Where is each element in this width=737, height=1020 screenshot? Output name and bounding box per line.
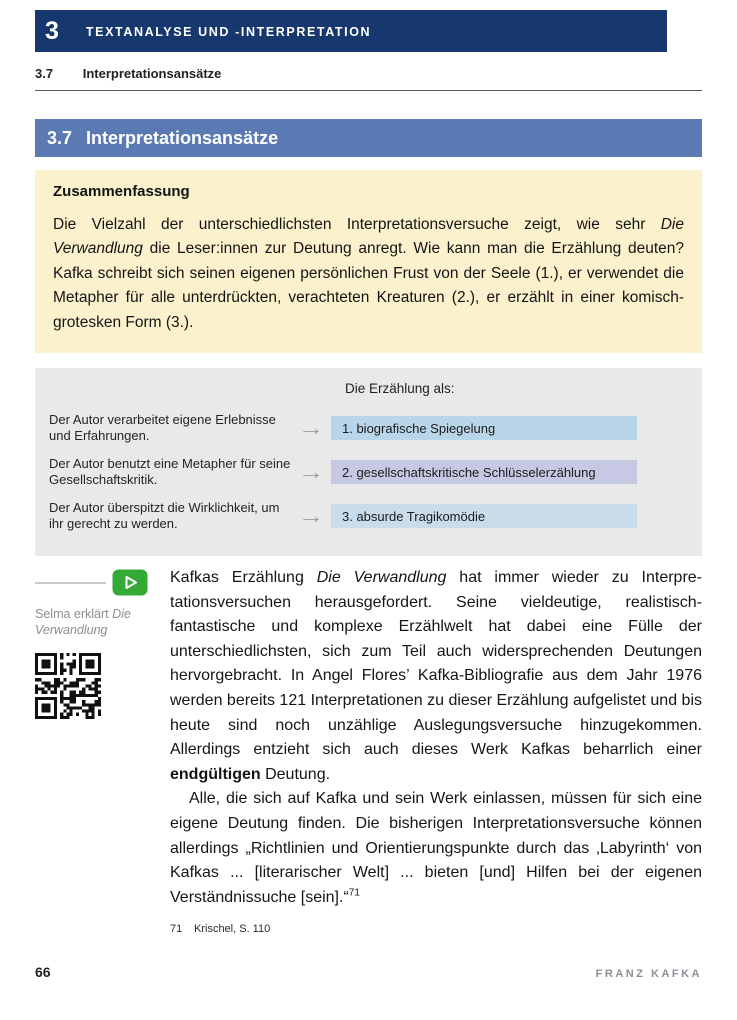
paragraph-1 xyxy=(170,566,702,787)
content-area xyxy=(35,566,702,935)
footnote-number: 71 xyxy=(170,923,183,936)
text-segment-italic: Die Verwandlung xyxy=(53,216,684,258)
chapter-number: 3 xyxy=(45,16,59,45)
text-segment-bold: endgültigen xyxy=(170,765,261,783)
header-divider-rule xyxy=(35,90,702,91)
diagram-row xyxy=(49,412,688,444)
section-title: Interpretationsansätze xyxy=(86,127,279,148)
diagram-description: Der Autor verarbeitet eigene Erlebnisse und Erfahrungen. xyxy=(49,412,276,443)
paragraph-2 xyxy=(170,787,702,910)
breadcrumb xyxy=(35,66,221,81)
diagram-description: Der Autor benutzt eine Metapher für seine Gesellschaftskritik. xyxy=(49,456,291,487)
text-segment: Selma erklärt xyxy=(35,607,113,621)
page-footer xyxy=(35,964,702,980)
breadcrumb-label: Interpretationsansätze xyxy=(82,66,222,81)
diagram-row xyxy=(49,456,688,488)
interpretation-diagram xyxy=(35,368,702,556)
video-play-icon xyxy=(112,569,148,596)
diagram-description: Der Autor überspitzt die Wirklichkeit, um ihr gerecht zu werden. xyxy=(49,500,280,531)
section-number: 3.7 xyxy=(47,127,73,148)
footnote xyxy=(170,923,702,935)
running-book-title: FRANZ KAFKA xyxy=(595,968,702,980)
diagram-row xyxy=(49,500,688,532)
breadcrumb-number: 3.7 xyxy=(35,66,54,81)
video-rule xyxy=(35,582,106,584)
article-text xyxy=(170,566,702,935)
footnote-text: Krischel, S. 110 xyxy=(194,923,271,936)
margin-column xyxy=(35,566,170,935)
chapter-title: TEXTANALYSE UND -INTERPRETATION xyxy=(85,25,372,39)
video-widget xyxy=(35,569,148,596)
arrow-right-icon: → xyxy=(297,416,325,440)
diagram-label-chip: 2. gesellschaftskritische Schlüsselerzählung xyxy=(331,460,637,484)
text-segment-italic: Die Verwandlung xyxy=(316,569,447,586)
section-title-bar xyxy=(35,119,702,157)
summary-heading: Zusammenfassung xyxy=(53,183,190,200)
diagram-rows xyxy=(49,412,688,532)
qr-code xyxy=(35,653,101,719)
diagram-title: Die Erzählung als: xyxy=(345,381,455,396)
arrow-right-icon: → xyxy=(297,504,325,528)
summary-text xyxy=(53,213,684,335)
text-segment: Kafkas Erzählung xyxy=(170,569,317,586)
text-segment: Die Vielzahl der unterschiedlichsten Interpretationsversuche zeigt, wie sehr xyxy=(53,216,661,233)
chapter-header-bar xyxy=(35,10,667,52)
video-caption xyxy=(35,607,147,638)
diagram-label-chip: 3. absurde Tragikomödie xyxy=(331,504,637,528)
summary-box xyxy=(35,170,702,353)
text-segment-italic: Die Verwandlung xyxy=(35,607,131,637)
arrow-right-icon: → xyxy=(297,460,325,484)
text-segment: Deutung. xyxy=(260,765,331,783)
footnote-ref: 71 xyxy=(348,887,360,899)
text-segment: die Leser:innen zur Deutung anregt. Wie kann man die Erzählung deuten? Kafka schreibt sich seinen eigenen persönlichen Frust von der Seele (1.), er verwendet die Metapher für alle unterdrückten, verachteten Kreaturen (2.), er erzählt in einer komisch-grotesken Form (3.). xyxy=(53,240,684,331)
page-number: 66 xyxy=(35,964,51,980)
diagram-label-chip: 1. biografische Spiegelung xyxy=(331,416,637,440)
text-segment: hat immer wieder zu Interpretationsversuchen herausgefordert. Seine vieldeutige, realistisch-fantastische und komplexe Erzählwelt hat dabei eine Fülle der unterschiedlichsten, sich zum Teil auch widersprechenden Deutungen hervorgebracht. In Angel Flores’ Kafka-Bibliografie aus dem Jahr 1976 werden bereits 121 Interpretationen zu dieser Erzählung aufgelistet und bis heute sind noch unzählige Auslegungsversuche hinzugekommen. Allerdings entzieht sich auch dieses Werk Kafkas beharrlich einer xyxy=(170,569,702,759)
text-segment: Alle, die sich auf Kafka und sein Werk einlassen, müssen für sich eine eigene Deutung finden. Die bisherigen Interpretationsversuche können allerdings „Richtlinien und Orientierungspunkte durch das ‚Labyrinth‘ von Kafkas ... [literarischer Welt] ... bieten [und] Hilfen bei der eigenen Verständnissuche [sein].“ xyxy=(170,790,702,906)
